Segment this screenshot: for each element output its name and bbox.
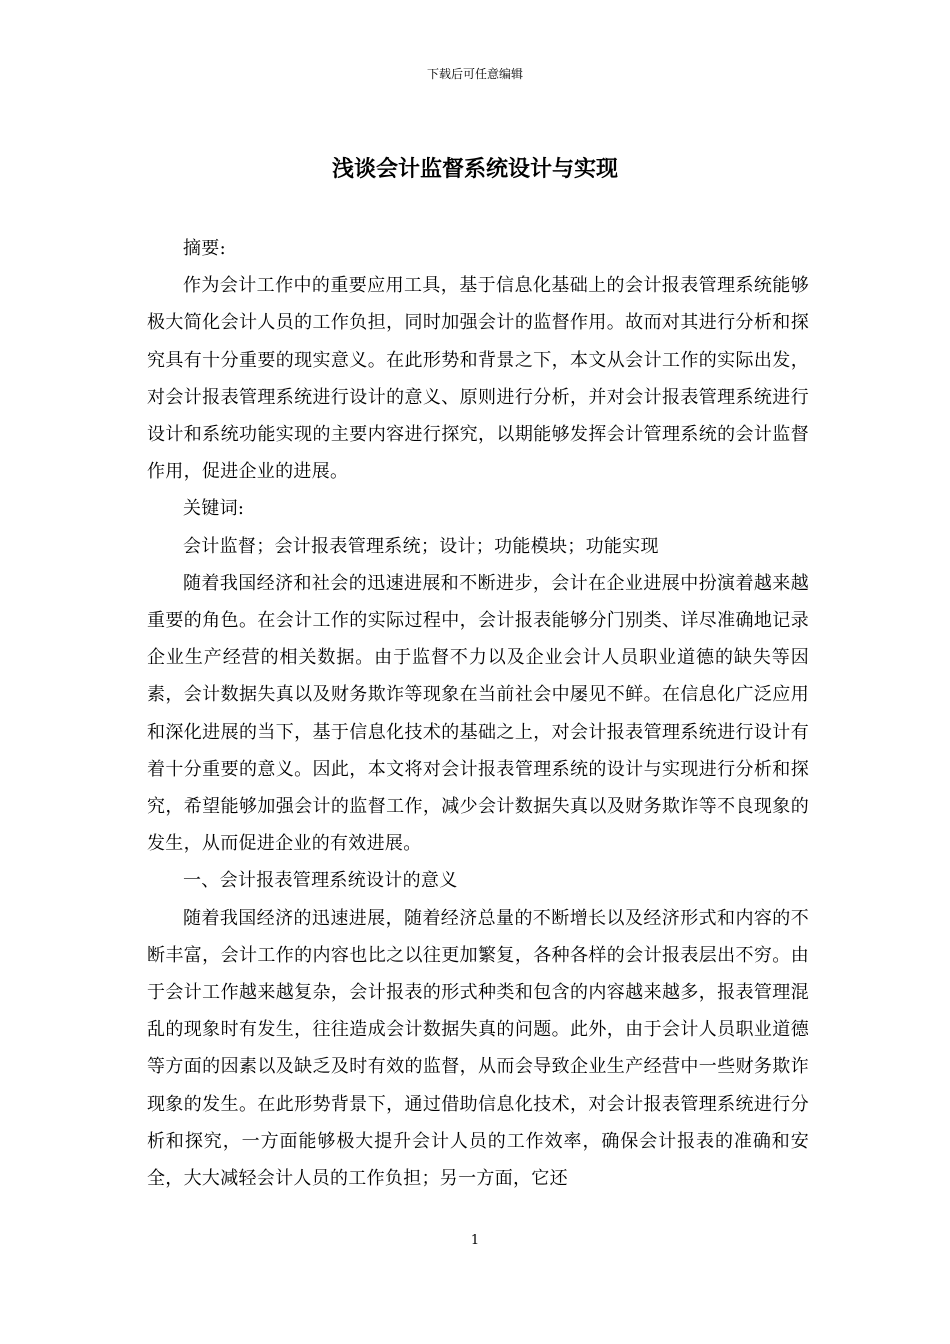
abstract-label: 摘要:: [183, 238, 226, 259]
page-header-note: 下载后可任意编辑: [426, 67, 523, 81]
abstract-paragraph: 作为会计工作中的重要应用工具，基于信息化基础上的会计报表管理系统能够极大简化会计人员的工作负担，同时加强会计的监督作用。故而对其进行分析和探究具有十分重要的现实意义。在此形势和背景之下，本文从会计工作的实际出发，对会计报表管理系统进行设计的意义、原则进行分析，并对会计报表管理系统进行设计和系统功能实现的主要内容进行探究，以期能够发挥会计管理系统的会计监督作用，促进企业的进展。: [147, 275, 809, 483]
intro-paragraph: 随着我国经济和社会的迅速进展和不断进步，会计在企业进展中扮演着越来越重要的角色。在会计工作的实际过程中，会计报表能够分门别类、详尽准确地记录企业生产经营的相关数据。由于监督不力以及企业会计人员职业道德的缺失等因素，会计数据失真以及财务欺诈等现象在当前社会中屡见不鲜。在信息化广泛应用和深化进展的当下，基于信息化技术的基础之上，对会计报表管理系统进行设计有着十分重要的意义。因此，本文将对会计报表管理系统的设计与实现进行分析和探究，希望能够加强会计的监督工作，减少会计数据失真以及财务欺诈等不良现象的发生，从而促进企业的有效进展。: [147, 572, 809, 855]
section-heading: 一、会计报表管理系统设计的意义: [183, 870, 458, 892]
document-body: [147, 230, 809, 1197]
section-paragraph: 随着我国经济的迅速进展，随着经济总量的不断增长以及经济形式和内容的不断丰富，会计工作的内容也比之以往更加繁复，各种各样的会计报表层出不穷。由于会计工作越来越复杂，会计报表的形式种类和包含的内容越来越多，报表管理混乱的现象时有发生，往往造成会计数据失真的问题。此外，由于会计人员职业道德等方面的因素以及缺乏及时有效的监督，从而会导致企业生产经营中一些财务欺诈现象的发生。在此形势背景下，通过借助信息化技术，对会计报表管理系统进行分析和探究，一方面能够极大提升会计人员的工作效率，确保会计报表的准确和安全，大大减轻会计人员的工作负担；另一方面，它还: [147, 907, 809, 1190]
keywords-label: 关键词:: [183, 498, 245, 520]
keywords-paragraph: 会计监督；会计报表管理系统；设计；功能模块；功能实现: [183, 535, 659, 557]
document-title: 浅谈会计监督系统设计与实现: [331, 157, 618, 182]
page-number: 1: [470, 1233, 480, 1248]
